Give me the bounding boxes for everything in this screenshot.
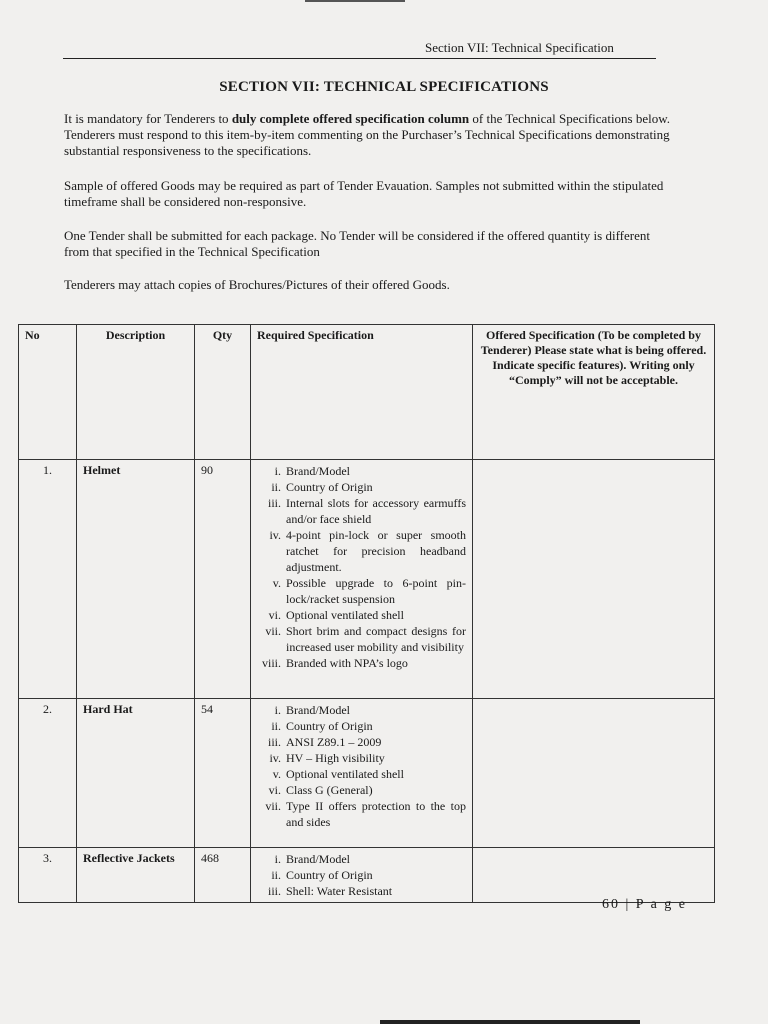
paragraph-samples: Sample of offered Goods may be required as part of Tender Evauation. Samples not submitted within the stipulated timeframe shall be considered non-responsive.: [64, 178, 664, 209]
spec-item: [257, 782, 466, 798]
item-required-specification: [251, 699, 473, 848]
header-offered-specification: Offered Specification (To be completed by Tenderer) Please state what is being offered. Indicate specific features). Writing only “Comply” will not be acceptable.: [473, 325, 715, 460]
spec-item-text: Type II offers protection to the top and sides: [286, 799, 466, 829]
paragraph-text: of the Technical Specifications below. Tenderers must respond to this item-by-item commenting on the Purchaser’s Technical Specifications demonstrating substantial responsiveness to the specifications.: [64, 111, 671, 158]
technical-specification-table: [18, 324, 715, 903]
item-description: Reflective Jackets: [77, 848, 195, 903]
spec-item: [257, 655, 466, 671]
spec-item-number: i.: [274, 464, 281, 478]
spec-item-number: iv.: [269, 528, 281, 542]
spec-item: [257, 766, 466, 782]
spec-item-number: vii.: [265, 799, 281, 813]
table-row: [19, 848, 715, 903]
spec-list: [257, 851, 466, 899]
spec-item: [257, 750, 466, 766]
page-label: | P a g e: [625, 897, 687, 912]
scan-edge-mark: [380, 1020, 640, 1024]
item-number: 1.: [19, 460, 77, 699]
paragraph-brochures: Tenderers may attach copies of Brochures/Pictures of their offered Goods.: [64, 277, 450, 292]
spec-item: [257, 623, 466, 655]
spec-item-text: Brand/Model: [286, 703, 350, 717]
item-number: 3.: [19, 848, 77, 903]
spec-item: [257, 798, 466, 830]
spec-item-number: ii.: [271, 480, 281, 494]
spec-item-text: Internal slots for accessory earmuffs and/or face shield: [286, 496, 466, 526]
spec-item-text: Brand/Model: [286, 852, 350, 866]
spec-item-number: iv.: [269, 751, 281, 765]
spec-item-text: ANSI Z89.1 – 2009: [286, 735, 382, 749]
page-footer: [602, 897, 687, 913]
spec-item-text: Branded with NPA’s logo: [286, 656, 408, 670]
spec-item-number: ii.: [271, 719, 281, 733]
header-qty: Qty: [195, 325, 251, 460]
spec-item-text: Class G (General): [286, 783, 373, 797]
page-number: 60: [602, 897, 620, 912]
spec-item: [257, 495, 466, 527]
spec-item-text: Country of Origin: [286, 719, 373, 733]
spec-item-number: vi.: [268, 783, 281, 797]
item-number: 2.: [19, 699, 77, 848]
spec-item-text: Country of Origin: [286, 868, 373, 882]
scan-edge-mark: [305, 0, 405, 2]
item-offered-specification: [473, 460, 715, 699]
spec-item-number: iii.: [267, 884, 281, 898]
spec-item-text: Shell: Water Resistant: [286, 884, 393, 898]
spec-item-number: vii.: [265, 624, 281, 638]
item-quantity: 90: [195, 460, 251, 699]
spec-list: [257, 463, 466, 671]
spec-item-text: Brand/Model: [286, 464, 350, 478]
item-offered-specification: [473, 848, 715, 903]
spec-item-text: Country of Origin: [286, 480, 373, 494]
item-required-specification: [251, 460, 473, 699]
table-row: [19, 699, 715, 848]
spec-item-number: iii.: [267, 496, 281, 510]
spec-item: [257, 463, 466, 479]
spec-item: [257, 883, 466, 899]
spec-item-text: Optional ventilated shell: [286, 767, 404, 781]
spec-item: [257, 702, 466, 718]
table-body: [19, 460, 715, 903]
header-rule: [63, 58, 656, 59]
header-no: No: [19, 325, 77, 460]
spec-item: [257, 718, 466, 734]
spec-item: [257, 607, 466, 623]
spec-item-number: i.: [274, 703, 281, 717]
spec-item: [257, 479, 466, 495]
spec-item-number: vi.: [268, 608, 281, 622]
header-description: Description: [77, 325, 195, 460]
item-quantity: 54: [195, 699, 251, 848]
paragraph-emphasis: duly complete offered specification column: [231, 111, 470, 126]
table-row: [19, 460, 715, 699]
item-description: Hard Hat: [77, 699, 195, 848]
item-offered-specification: [473, 699, 715, 848]
item-description: Helmet: [77, 460, 195, 699]
item-required-specification: [251, 848, 473, 903]
spec-item: [257, 734, 466, 750]
spec-item-number: ii.: [271, 868, 281, 882]
paragraph-mandatory-completion: [64, 111, 676, 159]
spec-item-text: HV – High visibility: [286, 751, 385, 765]
header-required-specification: Required Specification: [251, 325, 473, 460]
spec-item-text: 4-point pin-lock or super smooth ratchet for precision headband adjustment.: [286, 528, 466, 574]
spec-item-text: Short brim and compact designs for increased user mobility and visibility: [286, 624, 466, 654]
section-title: SECTION VII: TECHNICAL SPECIFICATIONS: [219, 79, 549, 95]
running-header: Section VII: Technical Specification: [425, 40, 614, 55]
spec-item: [257, 575, 466, 607]
paragraph-one-tender: One Tender shall be submitted for each package. No Tender will be considered if the offered quantity is different from that specified in the Technical Specification: [64, 228, 650, 259]
spec-item-number: v.: [272, 767, 281, 781]
item-quantity: 468: [195, 848, 251, 903]
table-header-row: [19, 325, 715, 460]
paragraph-text: It is mandatory for Tenderers to: [64, 111, 232, 126]
spec-item-number: i.: [274, 852, 281, 866]
spec-item: [257, 867, 466, 883]
spec-item: [257, 527, 466, 575]
spec-item-text: Possible upgrade to 6-point pin-lock/racket suspension: [286, 576, 466, 606]
spec-list: [257, 702, 466, 830]
spec-item-number: viii.: [261, 656, 281, 670]
spec-item-number: v.: [272, 576, 281, 590]
spec-item-number: iii.: [267, 735, 281, 749]
spec-item: [257, 851, 466, 867]
spec-item-text: Optional ventilated shell: [286, 608, 404, 622]
